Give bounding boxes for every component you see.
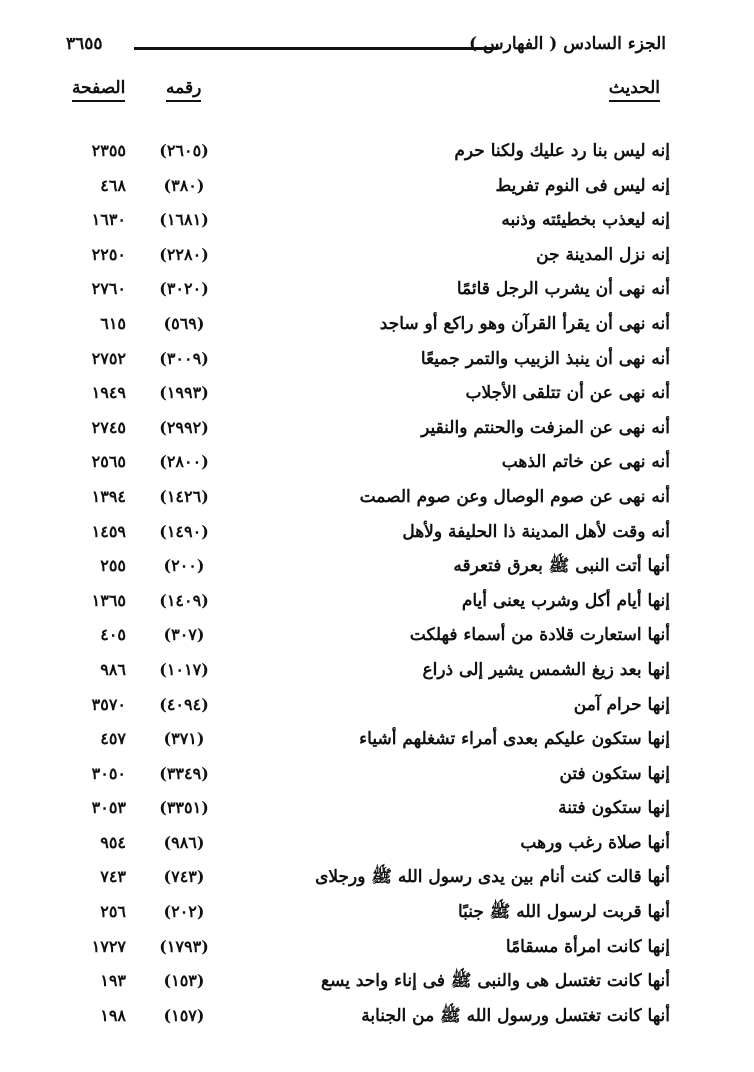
hadith-number: (٢٠٠) (163, 556, 205, 576)
hadith-number: (١٤٢٦) (159, 486, 209, 506)
hadith-page: ٢٧٥٢ (91, 348, 126, 368)
index-entry (60, 346, 670, 381)
column-heading-page: الصفحة (72, 78, 125, 102)
index-entry (60, 138, 670, 173)
hadith-text: إنها ستكون عليكم بعدى أمراء تشغلهم أشياء (359, 729, 670, 750)
hadith-page: ٣٥٧٠ (91, 694, 126, 714)
hadith-page: ١٣٩٤ (91, 486, 126, 506)
hadith-number: (١٤٠٩) (159, 590, 209, 610)
index-entry (60, 968, 670, 1003)
hadith-page: ١٦٣٠ (91, 210, 126, 230)
hadith-text: إنها كانت امرأة مسقامًا (505, 936, 670, 957)
hadith-number: (١٤٩٠) (159, 521, 209, 541)
header-rule (134, 47, 498, 50)
hadith-page: ١٩٨ (100, 1005, 126, 1025)
index-entry (60, 553, 670, 588)
hadith-page: ٢٢٥٠ (91, 244, 126, 264)
hadith-page: ٤٠٥ (100, 625, 126, 645)
hadith-page: ١٤٥٩ (91, 521, 126, 541)
hadith-page: ٩٨٦ (100, 659, 126, 679)
hadith-number: (٢٩٩٢) (159, 417, 209, 437)
hadith-text: أنها قالت كنت أنام بين يدى رسول الله ﷺ ورجلاى (315, 867, 670, 888)
hadith-text: أنه وقت لأهل المدينة ذا الحليفة ولأهل (402, 521, 670, 542)
hadith-number: (١٥٧) (163, 1005, 205, 1025)
index-entry (60, 484, 670, 519)
index-entry (60, 276, 670, 311)
hadith-text: إنه نزل المدينة جن (536, 244, 670, 265)
index-entry (60, 934, 670, 969)
hadith-page: ٤٦٨ (100, 175, 126, 195)
page-number: ٣٦٥٥ (66, 34, 103, 54)
hadith-number: (١٧٩٣) (159, 936, 209, 956)
hadith-number: (٣٣٤٩) (159, 763, 209, 783)
hadith-text: أنه نهى أن يشرب الرجل قائمًا (456, 279, 670, 300)
hadith-page: ١٧٢٧ (91, 936, 126, 956)
index-entry (60, 692, 670, 727)
index-entry (60, 449, 670, 484)
hadith-text: أنه نهى عن المزفت والحنتم والنقير (421, 417, 670, 438)
index-entry (60, 1003, 670, 1038)
hadith-page: ٢٥٦ (100, 902, 126, 922)
hadith-page: ٢٥٦٥ (91, 452, 126, 472)
hadith-number: (٣٨٠) (163, 175, 205, 195)
index-entry (60, 899, 670, 934)
hadith-number: (٣٠٠٩) (159, 348, 209, 368)
index-entry (60, 173, 670, 208)
hadith-number: (٣٠٧) (163, 625, 205, 645)
index-entry (60, 864, 670, 899)
hadith-page: ٢٣٥٥ (91, 141, 126, 160)
hadith-number: (٧٤٣) (163, 867, 205, 887)
index-entry (60, 622, 670, 657)
hadith-number: (١٠١٧) (159, 659, 209, 679)
hadith-page: ٣٠٥٣ (91, 798, 126, 818)
hadith-page: ٤٥٧ (100, 729, 126, 749)
volume-title: الجزء السادس ( الفهارس ) (468, 34, 666, 54)
index-entry (60, 415, 670, 450)
hadith-text: أنها كانت تغتسل ورسول الله ﷺ من الجنابة (361, 1005, 670, 1026)
hadith-text: أنه نهى أن يقرأ القرآن وهو راكع أو ساجد (379, 313, 670, 334)
column-heading-number: رقمه (166, 78, 201, 102)
hadith-text: أنها كانت تغتسل هى والنبى ﷺ فى إناء واحد يسع (321, 971, 670, 992)
hadith-text: إنه ليعذب بخطيئته وذنبه (501, 210, 670, 231)
hadith-page: ٢٥٥ (100, 556, 126, 576)
hadith-text: أنها صلاة رغب ورهب (520, 832, 670, 853)
hadith-page: ٣٠٥٠ (91, 763, 126, 783)
hadith-number: (٤٠٩٤) (159, 694, 209, 714)
hadith-number: (٥٦٩) (163, 313, 205, 333)
hadith-number: (٩٨٦) (163, 832, 205, 852)
hadith-number: (٢٦٠٥) (159, 141, 209, 160)
hadith-page: ١٣٦٥ (91, 590, 126, 610)
hadith-number: (٢٨٠٠) (159, 452, 209, 472)
hadith-page: ٢٧٤٥ (91, 417, 126, 437)
hadith-text: إنها حرام آمن (573, 694, 670, 715)
hadith-index-list (60, 138, 670, 1037)
index-entry (60, 726, 670, 761)
index-entry (60, 761, 670, 796)
index-entry (60, 588, 670, 623)
hadith-number: (٢٠٢) (163, 902, 205, 922)
column-heading-hadith: الحديث (609, 78, 660, 102)
hadith-text: أنه نهى عن خاتم الذهب (501, 452, 670, 473)
index-entry (60, 519, 670, 554)
index-entry (60, 311, 670, 346)
hadith-text: إنه ليس فى النوم تفريط (495, 175, 670, 196)
hadith-number: (١٩٩٣) (159, 383, 209, 403)
hadith-page: ٦١٥ (100, 313, 126, 333)
hadith-text: إنها بعد زيغ الشمس يشير إلى ذراع (422, 659, 670, 680)
hadith-number: (٢٢٨٠) (159, 244, 209, 264)
index-entry (60, 242, 670, 277)
hadith-number: (٣٠٢٠) (159, 279, 209, 299)
hadith-page: ٩٥٤ (100, 832, 126, 852)
running-header (66, 34, 666, 62)
hadith-page: ٢٧٦٠ (91, 279, 126, 299)
hadith-number: (٣٣٥١) (159, 798, 209, 818)
index-entry (60, 830, 670, 865)
hadith-page: ٧٤٣ (100, 867, 126, 887)
hadith-page: ١٩٤٩ (91, 383, 126, 403)
hadith-page: ١٩٣ (100, 971, 126, 991)
hadith-text: إنها ستكون فتنة (558, 798, 670, 819)
index-entry (60, 795, 670, 830)
hadith-text: أنه نهى أن ينبذ الزبيب والتمر جميعًا (420, 348, 670, 369)
hadith-text: إنه ليس بنا رد عليك ولكنا حرم (454, 141, 670, 161)
hadith-text: إنها أيام أكل وشرب يعنى أيام (461, 590, 670, 611)
hadith-number: (١٥٣) (163, 971, 205, 991)
hadith-text: أنها استعارت قلادة من أسماء فهلكت (409, 625, 670, 646)
index-entry (60, 380, 670, 415)
index-entry (60, 657, 670, 692)
hadith-text: أنها أتت النبى ﷺ بعرق فتعرقه (453, 556, 670, 577)
hadith-text: أنها قربت لرسول الله ﷺ جنبًا (457, 902, 670, 923)
index-entry (60, 207, 670, 242)
hadith-text: أنه نهى عن صوم الوصال وعن صوم الصمت (359, 486, 670, 507)
hadith-number: (٣٧١) (163, 729, 205, 749)
hadith-text: إنها ستكون فتن (559, 763, 670, 784)
hadith-text: أنه نهى عن أن تتلقى الأجلاب (465, 383, 670, 404)
hadith-number: (١٦٨١) (159, 210, 209, 230)
